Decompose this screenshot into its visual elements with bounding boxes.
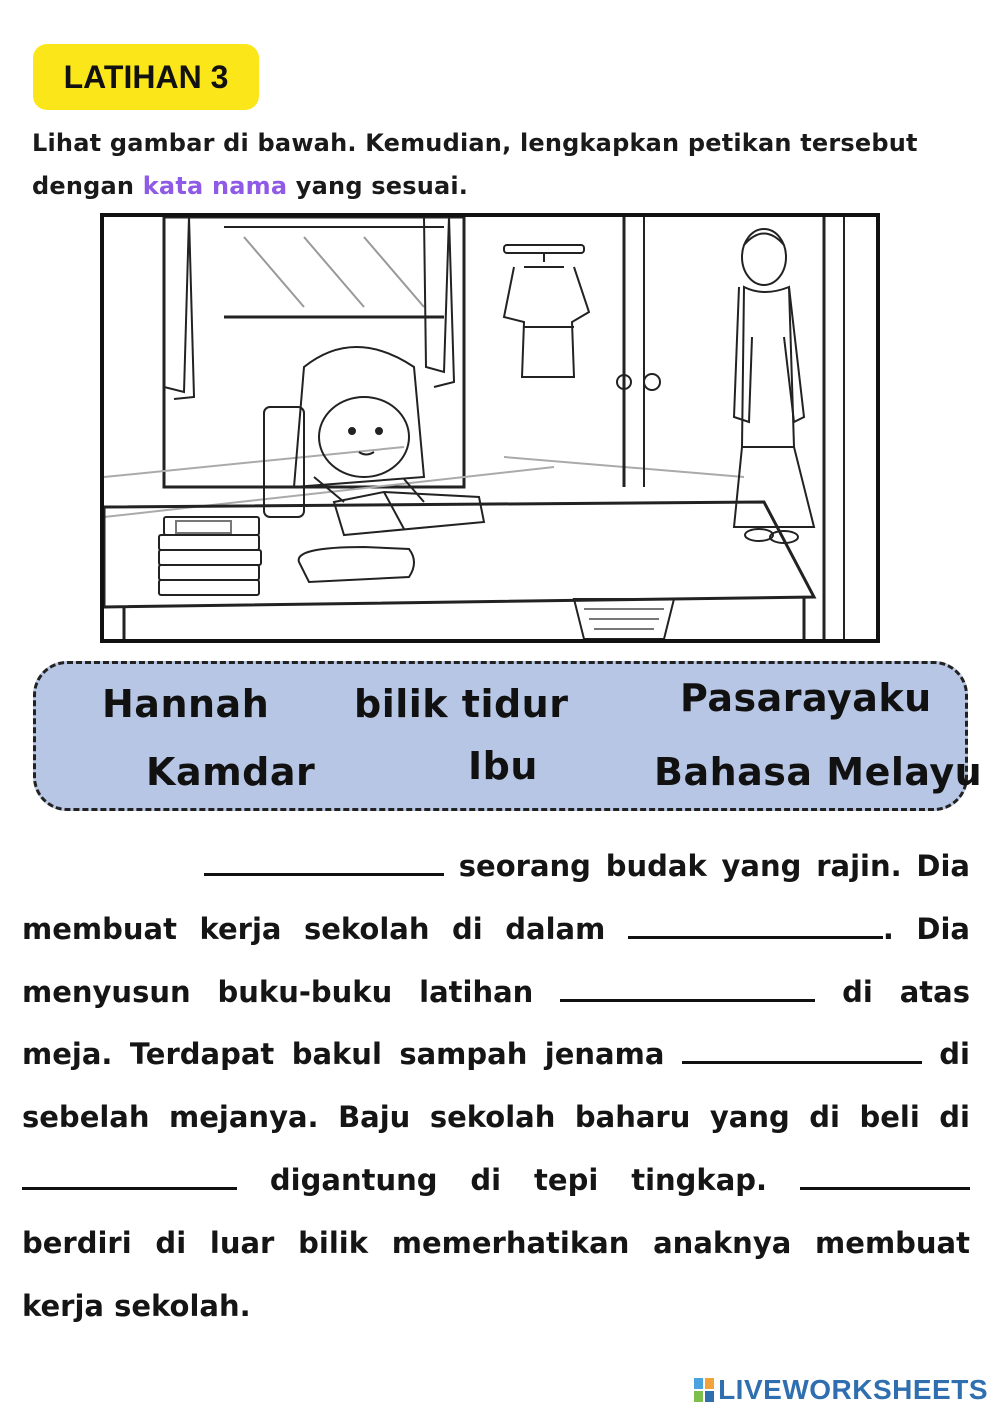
brand-name: LIVEWORKSHEETS	[718, 1374, 988, 1405]
exercise-title-badge	[33, 44, 259, 110]
instructions	[32, 122, 967, 208]
word-bank-item: Bahasa Melayu	[654, 750, 983, 794]
instructions-text: Lihat gambar di bawah. Kemudian, lengkapkan petikan tersebut dengan	[32, 129, 918, 200]
passage-text: berdiri di luar bilik memerhatikan anaknya membuat kerja sekolah.	[22, 1225, 970, 1323]
answer-blank-6[interactable]	[800, 1159, 970, 1190]
fill-in-passage	[22, 835, 970, 1337]
illustration-bedroom-study	[100, 213, 880, 643]
answer-blank-4[interactable]	[682, 1033, 922, 1064]
word-bank-item: bilik tidur	[354, 682, 569, 726]
passage-text: di sebelah mejanya. Baju sekolah baharu yang di beli di	[22, 1037, 970, 1135]
word-bank-item: Hannah	[102, 682, 270, 726]
passage-text: seorang budak yang rajin. Dia membuat kerja sekolah di dalam	[22, 849, 970, 946]
liveworksheets-brand	[694, 1374, 988, 1406]
word-bank-item: Kamdar	[146, 750, 316, 794]
word-bank-item: Ibu	[468, 744, 538, 788]
word-bank	[33, 661, 983, 811]
word-bank-item: Pasarayaku	[680, 676, 932, 720]
answer-blank-1[interactable]	[204, 845, 444, 876]
answer-blank-2[interactable]	[628, 908, 883, 939]
passage-text: di atas meja. Terdapat bakul sampah jenama	[22, 974, 970, 1072]
liveworksheets-logo-icon	[694, 1378, 714, 1402]
exercise-title: LATIHAN 3	[63, 58, 229, 95]
answer-blank-3[interactable]	[560, 971, 815, 1002]
answer-blank-5[interactable]	[22, 1159, 237, 1190]
instructions-text-end: yang sesuai.	[287, 172, 469, 200]
passage-text: . Dia menyusun buku-buku latihan	[22, 911, 970, 1009]
passage-text: digantung di tepi tingkap.	[269, 1162, 768, 1197]
instructions-highlight: kata nama	[142, 172, 288, 200]
